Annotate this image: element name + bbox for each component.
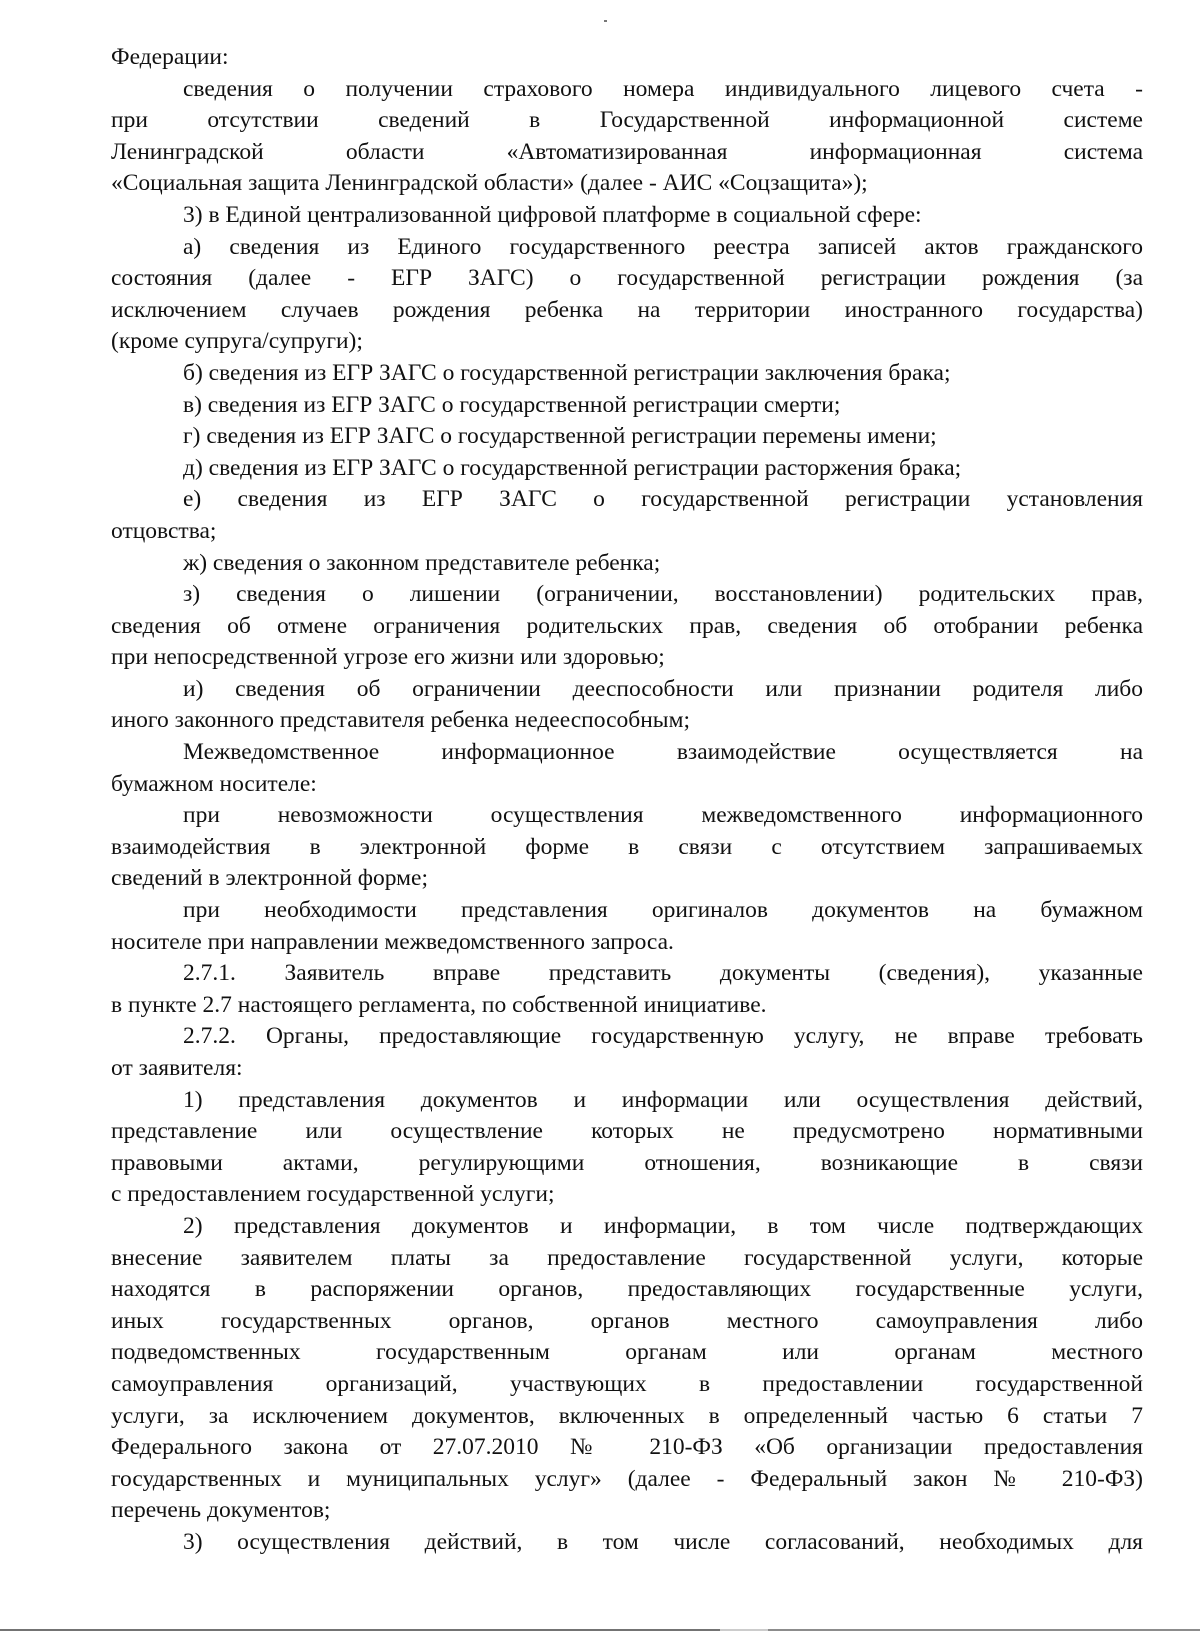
text-line: 2.7.2. Органы, предоставляющие государственную услугу, не вправе требовать [183, 1023, 1143, 1050]
text-line: с предоставлением государственной услуги; [111, 1181, 555, 1208]
text-line: состояния (далее - ЕГР ЗАГС) о государственной регистрации рождения (за [111, 265, 1143, 292]
text-line: перечень документов; [111, 1497, 331, 1524]
text-line: в) сведения из ЕГР ЗАГС о государственной регистрации смерти; [183, 391, 841, 418]
text-line: Федерации: [111, 44, 229, 70]
text-line: Ленинградской области «Автоматизированная информационная система [111, 138, 1143, 165]
scan-edge-line [0, 1629, 1200, 1631]
text-line: 1) представления документов и информации или осуществления действий, [183, 1086, 1143, 1113]
text-line: находятся в распоряжении органов, предоставляющих государственные услуги, [111, 1276, 1143, 1303]
text-line: 2.7.1. Заявитель вправе представить документы (сведения), указанные [183, 960, 1143, 987]
text-line: и) сведения об ограничении дееспособности или признании родителя либо [183, 675, 1143, 702]
text-line: правовыми актами, регулирующими отношения, возникающие в связи [111, 1149, 1143, 1176]
text-line: от заявителя: [111, 1055, 243, 1081]
text-line: Федерального закона от 27.07.2010 № 210-ФЗ «Об организации предоставления [111, 1434, 1143, 1461]
text-line: услуги, за исключением документов, включенных в определенный частью 6 статьи 7 [111, 1402, 1143, 1429]
text-line: 3) в Единой централизованной цифровой платформе в социальной сфере: [183, 201, 922, 228]
text-line: «Социальная защита Ленинградской области» (далее - АИС «Соцзащита»); [111, 170, 868, 197]
document-text [111, 42, 1143, 1559]
text-line: (кроме супруга/супруги); [111, 328, 363, 355]
text-line: Межведомственное информационное взаимодействие осуществляется на [183, 739, 1143, 766]
text-line: при отсутствии сведений в Государственной информационной системе [111, 107, 1143, 134]
text-line: самоуправления организаций, участвующих в предоставлении государственной [111, 1370, 1143, 1397]
text-line: а) сведения из Единого государственного реестра записей актов гражданского [183, 233, 1143, 260]
text-line: 2) представления документов и информации, в том числе подтверждающих [183, 1212, 1143, 1239]
text-line: г) сведения из ЕГР ЗАГС о государственной регистрации перемены имени; [183, 423, 937, 450]
text-line: исключением случаев рождения ребенка на территории иностранного государства) [111, 296, 1143, 323]
text-line: иного законного представителя ребенка недееспособным; [111, 707, 690, 734]
text-line: носителе при направлении межведомственного запроса. [111, 928, 674, 955]
text-line: государственных и муниципальных услуг» (далее - Федеральный закон № 210-ФЗ) [111, 1465, 1143, 1492]
text-line: сведения о получении страхового номера индивидуального лицевого счета - [183, 75, 1143, 102]
text-line: сведений в электронной форме; [111, 865, 429, 892]
text-line: внесение заявителем платы за предоставление государственной услуги, которые [111, 1244, 1143, 1271]
text-line: подведомственных государственным органам или органам местного [111, 1339, 1143, 1366]
text-line: е) сведения из ЕГР ЗАГС о государственной регистрации установления [183, 486, 1143, 513]
text-line: 3) осуществления действий, в том числе согласований, необходимых для [183, 1528, 1143, 1555]
text-line: сведения об отмене ограничения родительских прав, сведения об отобрании ребенка [111, 612, 1143, 639]
text-line: б) сведения из ЕГР ЗАГС о государственной регистрации заключения брака; [183, 359, 951, 386]
text-line: д) сведения из ЕГР ЗАГС о государственной регистрации расторжения брака; [183, 454, 962, 481]
text-line: при непосредственной угрозе его жизни или здоровью; [111, 644, 665, 671]
text-line: з) сведения о лишении (ограничении, восстановлении) родительских прав, [183, 581, 1143, 608]
text-line: при необходимости представления оригиналов документов на бумажном [183, 897, 1143, 924]
text-line: иных государственных органов, органов местного самоуправления либо [111, 1307, 1143, 1334]
text-line: в пункте 2.7 настоящего регламента, по собственной инициативе. [111, 991, 767, 1018]
scan-speck [604, 20, 607, 22]
text-line: при невозможности осуществления межведомственного информационного [183, 802, 1143, 829]
text-line: бумажном носителе: [111, 770, 317, 797]
text-line: отцовства; [111, 517, 217, 544]
text-line: представление или осуществление которых не предусмотрено нормативными [111, 1118, 1143, 1145]
text-line: взаимодействия в электронной форме в связи с отсутствием запрашиваемых [111, 833, 1143, 860]
text-line: ж) сведения о законном представителе ребенка; [183, 549, 661, 576]
